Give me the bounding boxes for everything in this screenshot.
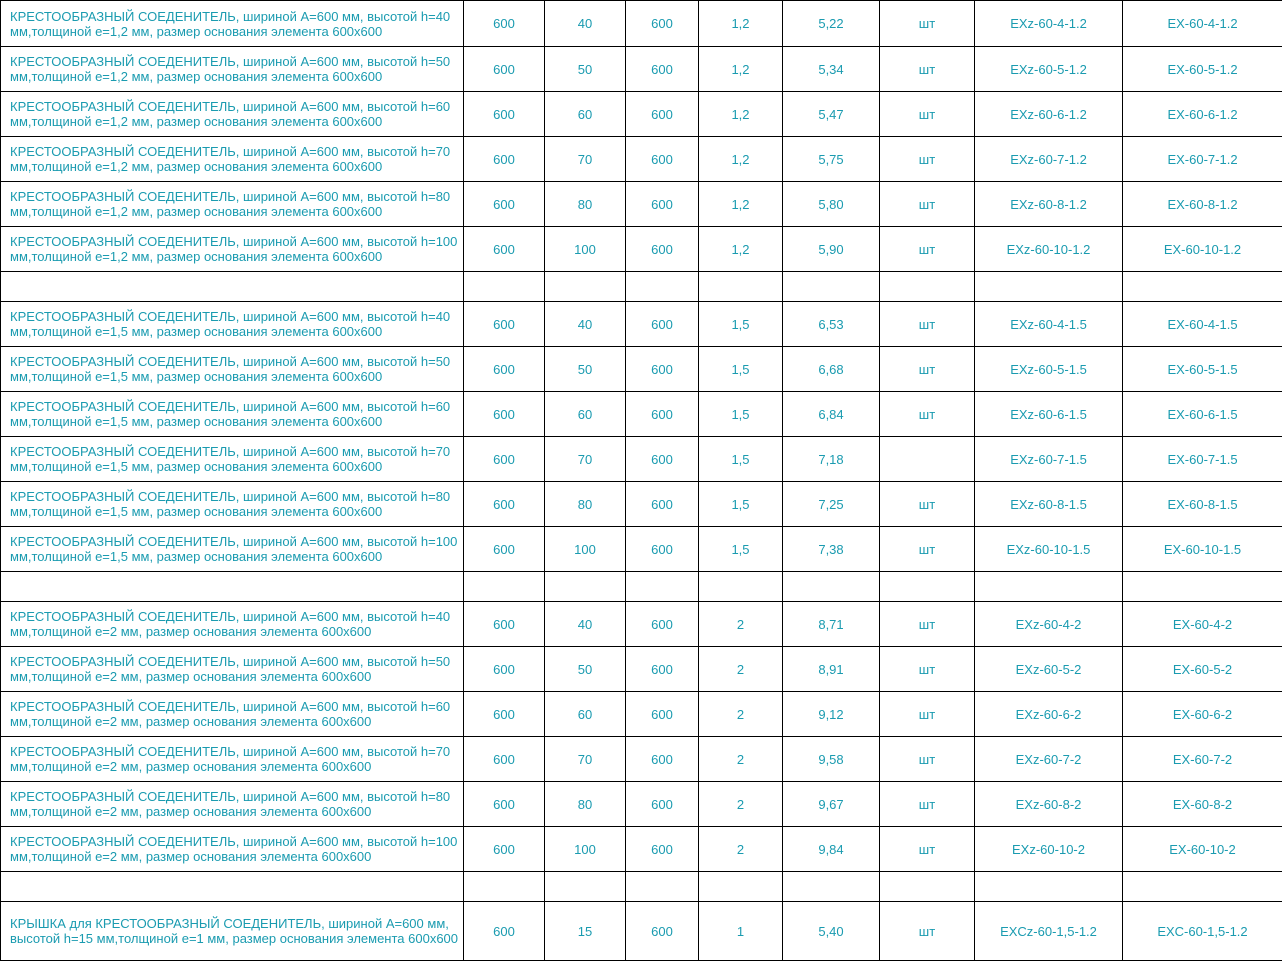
code-cell: EX-60-10-1.5 [1123, 527, 1282, 572]
code-cell: EX-60-5-2 [1123, 647, 1282, 692]
unit-cell: шт [880, 827, 975, 872]
code-cell: EX-60-10-2 [1123, 827, 1282, 872]
thickness-cell: 1,2 [699, 182, 783, 227]
thickness-cell: 1,5 [699, 392, 783, 437]
weight-cell: 8,71 [783, 602, 880, 647]
base-cell: 600 [626, 182, 699, 227]
table-row [1, 647, 1282, 692]
empty-cell [880, 272, 975, 302]
code-z-cell: EXz-60-7-2 [975, 737, 1123, 782]
weight-cell: 6,68 [783, 347, 880, 392]
code-z-cell: EXz-60-5-1.5 [975, 347, 1123, 392]
unit-cell: шт [880, 737, 975, 782]
empty-cell [699, 272, 783, 302]
code-cell: EX-60-6-2 [1123, 692, 1282, 737]
thickness-cell: 1 [699, 902, 783, 961]
weight-cell: 5,80 [783, 182, 880, 227]
empty-cell [464, 272, 545, 302]
thickness-cell: 2 [699, 647, 783, 692]
code-z-cell: EXz-60-10-1.5 [975, 527, 1123, 572]
height-cell: 100 [545, 827, 626, 872]
code-z-cell: EXz-60-10-2 [975, 827, 1123, 872]
width-cell: 600 [464, 602, 545, 647]
width-cell: 600 [464, 137, 545, 182]
thickness-cell: 1,5 [699, 302, 783, 347]
unit-cell: шт [880, 527, 975, 572]
description-cell: КРЕСТООБРАЗНЫЙ СОЕДЕНИТЕЛЬ, шириной А=600 мм, высотой h=50 мм,толщиной е=1,5 мм, размер основания элемента 600х600 [1, 347, 464, 392]
height-cell: 100 [545, 227, 626, 272]
code-cell: EX-60-6-1.2 [1123, 92, 1282, 137]
thickness-cell: 1,5 [699, 437, 783, 482]
empty-cell [975, 272, 1123, 302]
table-row [1, 827, 1282, 872]
base-cell: 600 [626, 692, 699, 737]
width-cell: 600 [464, 827, 545, 872]
description-cell: КРЕСТООБРАЗНЫЙ СОЕДЕНИТЕЛЬ, шириной А=600 мм, высотой h=100 мм,толщиной е=2 мм, размер основания элемента 600х600 [1, 827, 464, 872]
height-cell: 50 [545, 347, 626, 392]
weight-cell: 5,40 [783, 902, 880, 961]
table-row [1, 137, 1282, 182]
table-row [1, 227, 1282, 272]
weight-cell: 8,91 [783, 647, 880, 692]
unit-cell: шт [880, 302, 975, 347]
code-z-cell: EXz-60-8-2 [975, 782, 1123, 827]
thickness-cell: 2 [699, 827, 783, 872]
base-cell: 600 [626, 347, 699, 392]
thickness-cell: 1,2 [699, 47, 783, 92]
unit-cell: шт [880, 392, 975, 437]
code-z-cell: EXz-60-6-1.2 [975, 92, 1123, 137]
width-cell: 600 [464, 347, 545, 392]
table-row [1, 302, 1282, 347]
empty-cell [699, 572, 783, 602]
code-z-cell: EXz-60-10-1.2 [975, 227, 1123, 272]
thickness-cell: 1,2 [699, 227, 783, 272]
empty-cell [464, 872, 545, 902]
empty-cell [1, 572, 464, 602]
empty-cell [1, 872, 464, 902]
weight-cell: 5,75 [783, 137, 880, 182]
code-z-cell: EXz-60-8-1.5 [975, 482, 1123, 527]
table-row [1, 902, 1282, 961]
description-cell: КРЕСТООБРАЗНЫЙ СОЕДЕНИТЕЛЬ, шириной А=600 мм, высотой h=70 мм,толщиной е=2 мм, размер основания элемента 600х600 [1, 737, 464, 782]
weight-cell: 5,22 [783, 1, 880, 47]
description-cell: КРЫШКА для КРЕСТООБРАЗНЫЙ СОЕДЕНИТЕЛЬ, шириной А=600 мм, высотой h=15 мм,толщиной е=1 мм, размер основания элемента 600х600 [1, 902, 464, 961]
description-cell: КРЕСТООБРАЗНЫЙ СОЕДЕНИТЕЛЬ, шириной А=600 мм, высотой h=100 мм,толщиной е=1,2 мм, размер основания элемента 600х600 [1, 227, 464, 272]
empty-cell [783, 872, 880, 902]
base-cell: 600 [626, 647, 699, 692]
code-z-cell: EXz-60-4-1.5 [975, 302, 1123, 347]
description-cell: КРЕСТООБРАЗНЫЙ СОЕДЕНИТЕЛЬ, шириной А=600 мм, высотой h=40 мм,толщиной е=1,2 мм, размер основания элемента 600х600 [1, 1, 464, 47]
width-cell: 600 [464, 92, 545, 137]
height-cell: 50 [545, 47, 626, 92]
height-cell: 50 [545, 647, 626, 692]
unit-cell: шт [880, 647, 975, 692]
description-cell: КРЕСТООБРАЗНЫЙ СОЕДЕНИТЕЛЬ, шириной А=600 мм, высотой h=80 мм,толщиной е=1,2 мм, размер основания элемента 600х600 [1, 182, 464, 227]
code-cell: EX-60-7-1.5 [1123, 437, 1282, 482]
unit-cell: шт [880, 347, 975, 392]
table-row [1, 437, 1282, 482]
base-cell: 600 [626, 482, 699, 527]
thickness-cell: 1,5 [699, 347, 783, 392]
code-z-cell: EXz-60-5-2 [975, 647, 1123, 692]
unit-cell: шт [880, 692, 975, 737]
table-row [1, 92, 1282, 137]
code-z-cell: EXz-60-7-1.2 [975, 137, 1123, 182]
weight-cell: 6,84 [783, 392, 880, 437]
height-cell: 15 [545, 902, 626, 961]
code-z-cell: EXz-60-5-1.2 [975, 47, 1123, 92]
description-cell: КРЕСТООБРАЗНЫЙ СОЕДЕНИТЕЛЬ, шириной А=600 мм, высотой h=50 мм,толщиной е=1,2 мм, размер основания элемента 600х600 [1, 47, 464, 92]
thickness-cell: 2 [699, 782, 783, 827]
width-cell: 600 [464, 47, 545, 92]
empty-cell [1123, 272, 1282, 302]
unit-cell: шт [880, 227, 975, 272]
weight-cell: 9,12 [783, 692, 880, 737]
description-cell: КРЕСТООБРАЗНЫЙ СОЕДЕНИТЕЛЬ, шириной А=600 мм, высотой h=60 мм,толщиной е=1,5 мм, размер основания элемента 600х600 [1, 392, 464, 437]
base-cell: 600 [626, 47, 699, 92]
empty-cell [783, 572, 880, 602]
height-cell: 40 [545, 1, 626, 47]
unit-cell: шт [880, 47, 975, 92]
separator-row [1, 572, 1282, 602]
weight-cell: 7,25 [783, 482, 880, 527]
table-row [1, 392, 1282, 437]
width-cell: 600 [464, 527, 545, 572]
description-cell: КРЕСТООБРАЗНЫЙ СОЕДЕНИТЕЛЬ, шириной А=600 мм, высотой h=60 мм,толщиной е=2 мм, размер основания элемента 600х600 [1, 692, 464, 737]
code-z-cell: EXz-60-8-1.2 [975, 182, 1123, 227]
table-row [1, 602, 1282, 647]
code-z-cell: EXz-60-4-2 [975, 602, 1123, 647]
code-cell: EX-60-8-1.5 [1123, 482, 1282, 527]
height-cell: 80 [545, 182, 626, 227]
base-cell: 600 [626, 902, 699, 961]
description-cell: КРЕСТООБРАЗНЫЙ СОЕДЕНИТЕЛЬ, шириной А=600 мм, высотой h=80 мм,толщиной е=1,5 мм, размер основания элемента 600х600 [1, 482, 464, 527]
width-cell: 600 [464, 437, 545, 482]
width-cell: 600 [464, 902, 545, 961]
code-cell: EX-60-7-2 [1123, 737, 1282, 782]
unit-cell: шт [880, 482, 975, 527]
separator-row [1, 872, 1282, 902]
code-cell: EX-60-4-1.2 [1123, 1, 1282, 47]
table-row [1, 182, 1282, 227]
unit-cell: шт [880, 137, 975, 182]
height-cell: 100 [545, 527, 626, 572]
unit-cell: шт [880, 1, 975, 47]
description-cell: КРЕСТООБРАЗНЫЙ СОЕДЕНИТЕЛЬ, шириной А=600 мм, высотой h=100 мм,толщиной е=1,5 мм, размер основания элемента 600х600 [1, 527, 464, 572]
code-cell: EX-60-8-2 [1123, 782, 1282, 827]
base-cell: 600 [626, 437, 699, 482]
height-cell: 80 [545, 782, 626, 827]
description-cell: КРЕСТООБРАЗНЫЙ СОЕДЕНИТЕЛЬ, шириной А=600 мм, высотой h=70 мм,толщиной е=1,5 мм, размер основания элемента 600х600 [1, 437, 464, 482]
empty-cell [1123, 572, 1282, 602]
empty-cell [545, 872, 626, 902]
base-cell: 600 [626, 827, 699, 872]
code-cell: EX-60-10-1.2 [1123, 227, 1282, 272]
base-cell: 600 [626, 782, 699, 827]
empty-cell [626, 272, 699, 302]
width-cell: 600 [464, 1, 545, 47]
unit-cell: шт [880, 902, 975, 961]
code-cell: EX-60-5-1.2 [1123, 47, 1282, 92]
code-z-cell: EXz-60-6-1.5 [975, 392, 1123, 437]
height-cell: 80 [545, 482, 626, 527]
thickness-cell: 1,2 [699, 137, 783, 182]
code-cell: EX-60-8-1.2 [1123, 182, 1282, 227]
unit-cell [880, 437, 975, 482]
description-cell: КРЕСТООБРАЗНЫЙ СОЕДЕНИТЕЛЬ, шириной А=600 мм, высотой h=60 мм,толщиной е=1,2 мм, размер основания элемента 600х600 [1, 92, 464, 137]
height-cell: 60 [545, 692, 626, 737]
description-cell: КРЕСТООБРАЗНЫЙ СОЕДЕНИТЕЛЬ, шириной А=600 мм, высотой h=40 мм,толщиной е=2 мм, размер основания элемента 600х600 [1, 602, 464, 647]
weight-cell: 9,58 [783, 737, 880, 782]
code-z-cell: EXz-60-4-1.2 [975, 1, 1123, 47]
height-cell: 70 [545, 137, 626, 182]
table-row [1, 47, 1282, 92]
code-cell: EX-60-5-1.5 [1123, 347, 1282, 392]
separator-row [1, 272, 1282, 302]
code-cell: EXC-60-1,5-1.2 [1123, 902, 1282, 961]
unit-cell: шт [880, 602, 975, 647]
empty-cell [1123, 872, 1282, 902]
table-row [1, 692, 1282, 737]
thickness-cell: 1,5 [699, 482, 783, 527]
height-cell: 40 [545, 302, 626, 347]
thickness-cell: 2 [699, 737, 783, 782]
weight-cell: 9,84 [783, 827, 880, 872]
table-row [1, 527, 1282, 572]
thickness-cell: 2 [699, 602, 783, 647]
code-z-cell: EXCz-60-1,5-1.2 [975, 902, 1123, 961]
base-cell: 600 [626, 92, 699, 137]
empty-cell [1, 272, 464, 302]
height-cell: 60 [545, 392, 626, 437]
unit-cell: шт [880, 92, 975, 137]
empty-cell [626, 872, 699, 902]
weight-cell: 5,34 [783, 47, 880, 92]
width-cell: 600 [464, 182, 545, 227]
empty-cell [880, 872, 975, 902]
weight-cell: 7,38 [783, 527, 880, 572]
empty-cell [464, 572, 545, 602]
base-cell: 600 [626, 737, 699, 782]
table-row [1, 347, 1282, 392]
width-cell: 600 [464, 782, 545, 827]
code-cell: EX-60-4-2 [1123, 602, 1282, 647]
unit-cell: шт [880, 182, 975, 227]
empty-cell [975, 572, 1123, 602]
weight-cell: 7,18 [783, 437, 880, 482]
table-body [1, 1, 1282, 961]
description-cell: КРЕСТООБРАЗНЫЙ СОЕДЕНИТЕЛЬ, шириной А=600 мм, высотой h=50 мм,толщиной е=2 мм, размер основания элемента 600х600 [1, 647, 464, 692]
description-cell: КРЕСТООБРАЗНЫЙ СОЕДЕНИТЕЛЬ, шириной А=600 мм, высотой h=70 мм,толщиной е=1,2 мм, размер основания элемента 600х600 [1, 137, 464, 182]
thickness-cell: 2 [699, 692, 783, 737]
table-row [1, 737, 1282, 782]
width-cell: 600 [464, 392, 545, 437]
height-cell: 70 [545, 737, 626, 782]
base-cell: 600 [626, 1, 699, 47]
code-cell: EX-60-7-1.2 [1123, 137, 1282, 182]
base-cell: 600 [626, 137, 699, 182]
weight-cell: 6,53 [783, 302, 880, 347]
base-cell: 600 [626, 392, 699, 437]
code-z-cell: EXz-60-7-1.5 [975, 437, 1123, 482]
unit-cell: шт [880, 782, 975, 827]
table-row [1, 782, 1282, 827]
thickness-cell: 1,2 [699, 1, 783, 47]
empty-cell [783, 272, 880, 302]
weight-cell: 5,47 [783, 92, 880, 137]
thickness-cell: 1,2 [699, 92, 783, 137]
width-cell: 600 [464, 302, 545, 347]
height-cell: 60 [545, 92, 626, 137]
width-cell: 600 [464, 647, 545, 692]
height-cell: 70 [545, 437, 626, 482]
code-cell: EX-60-4-1.5 [1123, 302, 1282, 347]
base-cell: 600 [626, 227, 699, 272]
width-cell: 600 [464, 482, 545, 527]
height-cell: 40 [545, 602, 626, 647]
table-row [1, 1, 1282, 47]
description-cell: КРЕСТООБРАЗНЫЙ СОЕДЕНИТЕЛЬ, шириной А=600 мм, высотой h=80 мм,толщиной е=2 мм, размер основания элемента 600х600 [1, 782, 464, 827]
empty-cell [880, 572, 975, 602]
thickness-cell: 1,5 [699, 527, 783, 572]
base-cell: 600 [626, 302, 699, 347]
empty-cell [975, 872, 1123, 902]
base-cell: 600 [626, 602, 699, 647]
description-cell: КРЕСТООБРАЗНЫЙ СОЕДЕНИТЕЛЬ, шириной А=600 мм, высотой h=40 мм,толщиной е=1,5 мм, размер основания элемента 600х600 [1, 302, 464, 347]
empty-cell [626, 572, 699, 602]
width-cell: 600 [464, 227, 545, 272]
base-cell: 600 [626, 527, 699, 572]
code-z-cell: EXz-60-6-2 [975, 692, 1123, 737]
code-cell: EX-60-6-1.5 [1123, 392, 1282, 437]
width-cell: 600 [464, 692, 545, 737]
weight-cell: 5,90 [783, 227, 880, 272]
empty-cell [545, 272, 626, 302]
empty-cell [545, 572, 626, 602]
weight-cell: 9,67 [783, 782, 880, 827]
width-cell: 600 [464, 737, 545, 782]
table-row [1, 482, 1282, 527]
empty-cell [699, 872, 783, 902]
